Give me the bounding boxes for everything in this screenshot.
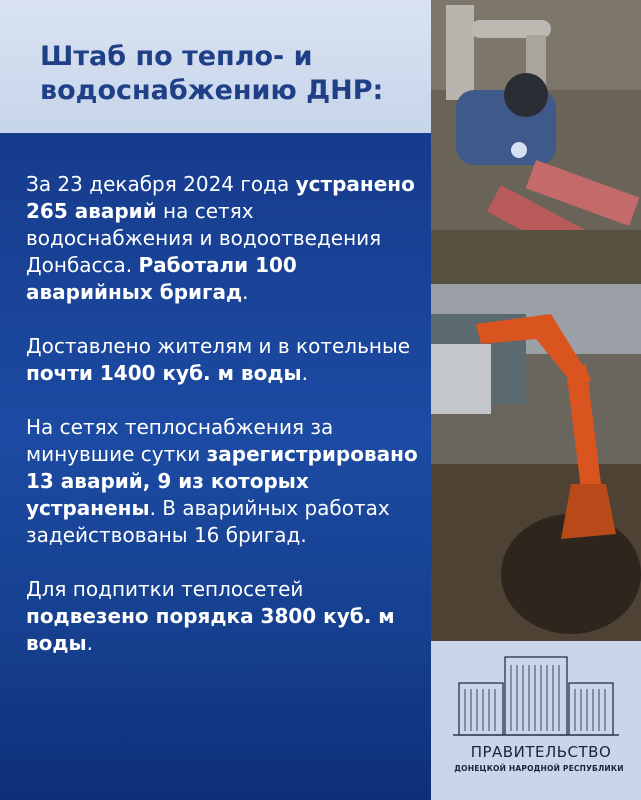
excavator-photo [431,284,641,641]
logo-subtitle: ДОНЕЦКОЙ НАРОДНОЙ РЕСПУБЛИКИ [454,764,624,773]
text: Доставлено жителям и в котельные [26,334,411,358]
welder-photo [431,0,641,284]
logo-title: ПРАВИТЕЛЬСТВО [470,743,612,761]
header [0,0,431,133]
text: . [86,631,93,655]
paragraph-water-delivery [26,333,421,387]
paragraph-water-accidents [26,171,421,306]
highlight: подвезено порядка 3800 куб. м воды [26,604,395,655]
highlight: устранено 265 аварий [26,172,415,223]
government-logo [431,641,641,800]
welder-illustration [431,0,641,284]
paragraph-heating-water [26,576,421,657]
text: . [242,280,249,304]
highlight: Работали 100 аварийных бригад [26,253,297,304]
body-text [26,171,421,684]
building-icon [453,655,619,737]
excavator-illustration [431,284,641,641]
highlight: почти 1400 куб. м воды [26,361,302,385]
text: На сетях теплоснабжения за минувшие сутки [26,415,334,466]
text: . В аварийных работах задействованы 16 бригад. [26,496,390,547]
text: Для подпитки теплосетей [26,577,304,601]
highlight: зарегистрировано 13 аварий, 9 из которых устранены [26,442,418,520]
paragraph-heating-accidents [26,414,421,549]
page-title: Штаб по тепло- и водоснабжению ДНР: [40,41,384,106]
text: на сетях водоснабжения и водоотведения Донбасса. [26,199,382,277]
info-panel [0,133,431,800]
text: За 23 декабря 2024 года [26,172,296,196]
text: . [301,361,308,385]
